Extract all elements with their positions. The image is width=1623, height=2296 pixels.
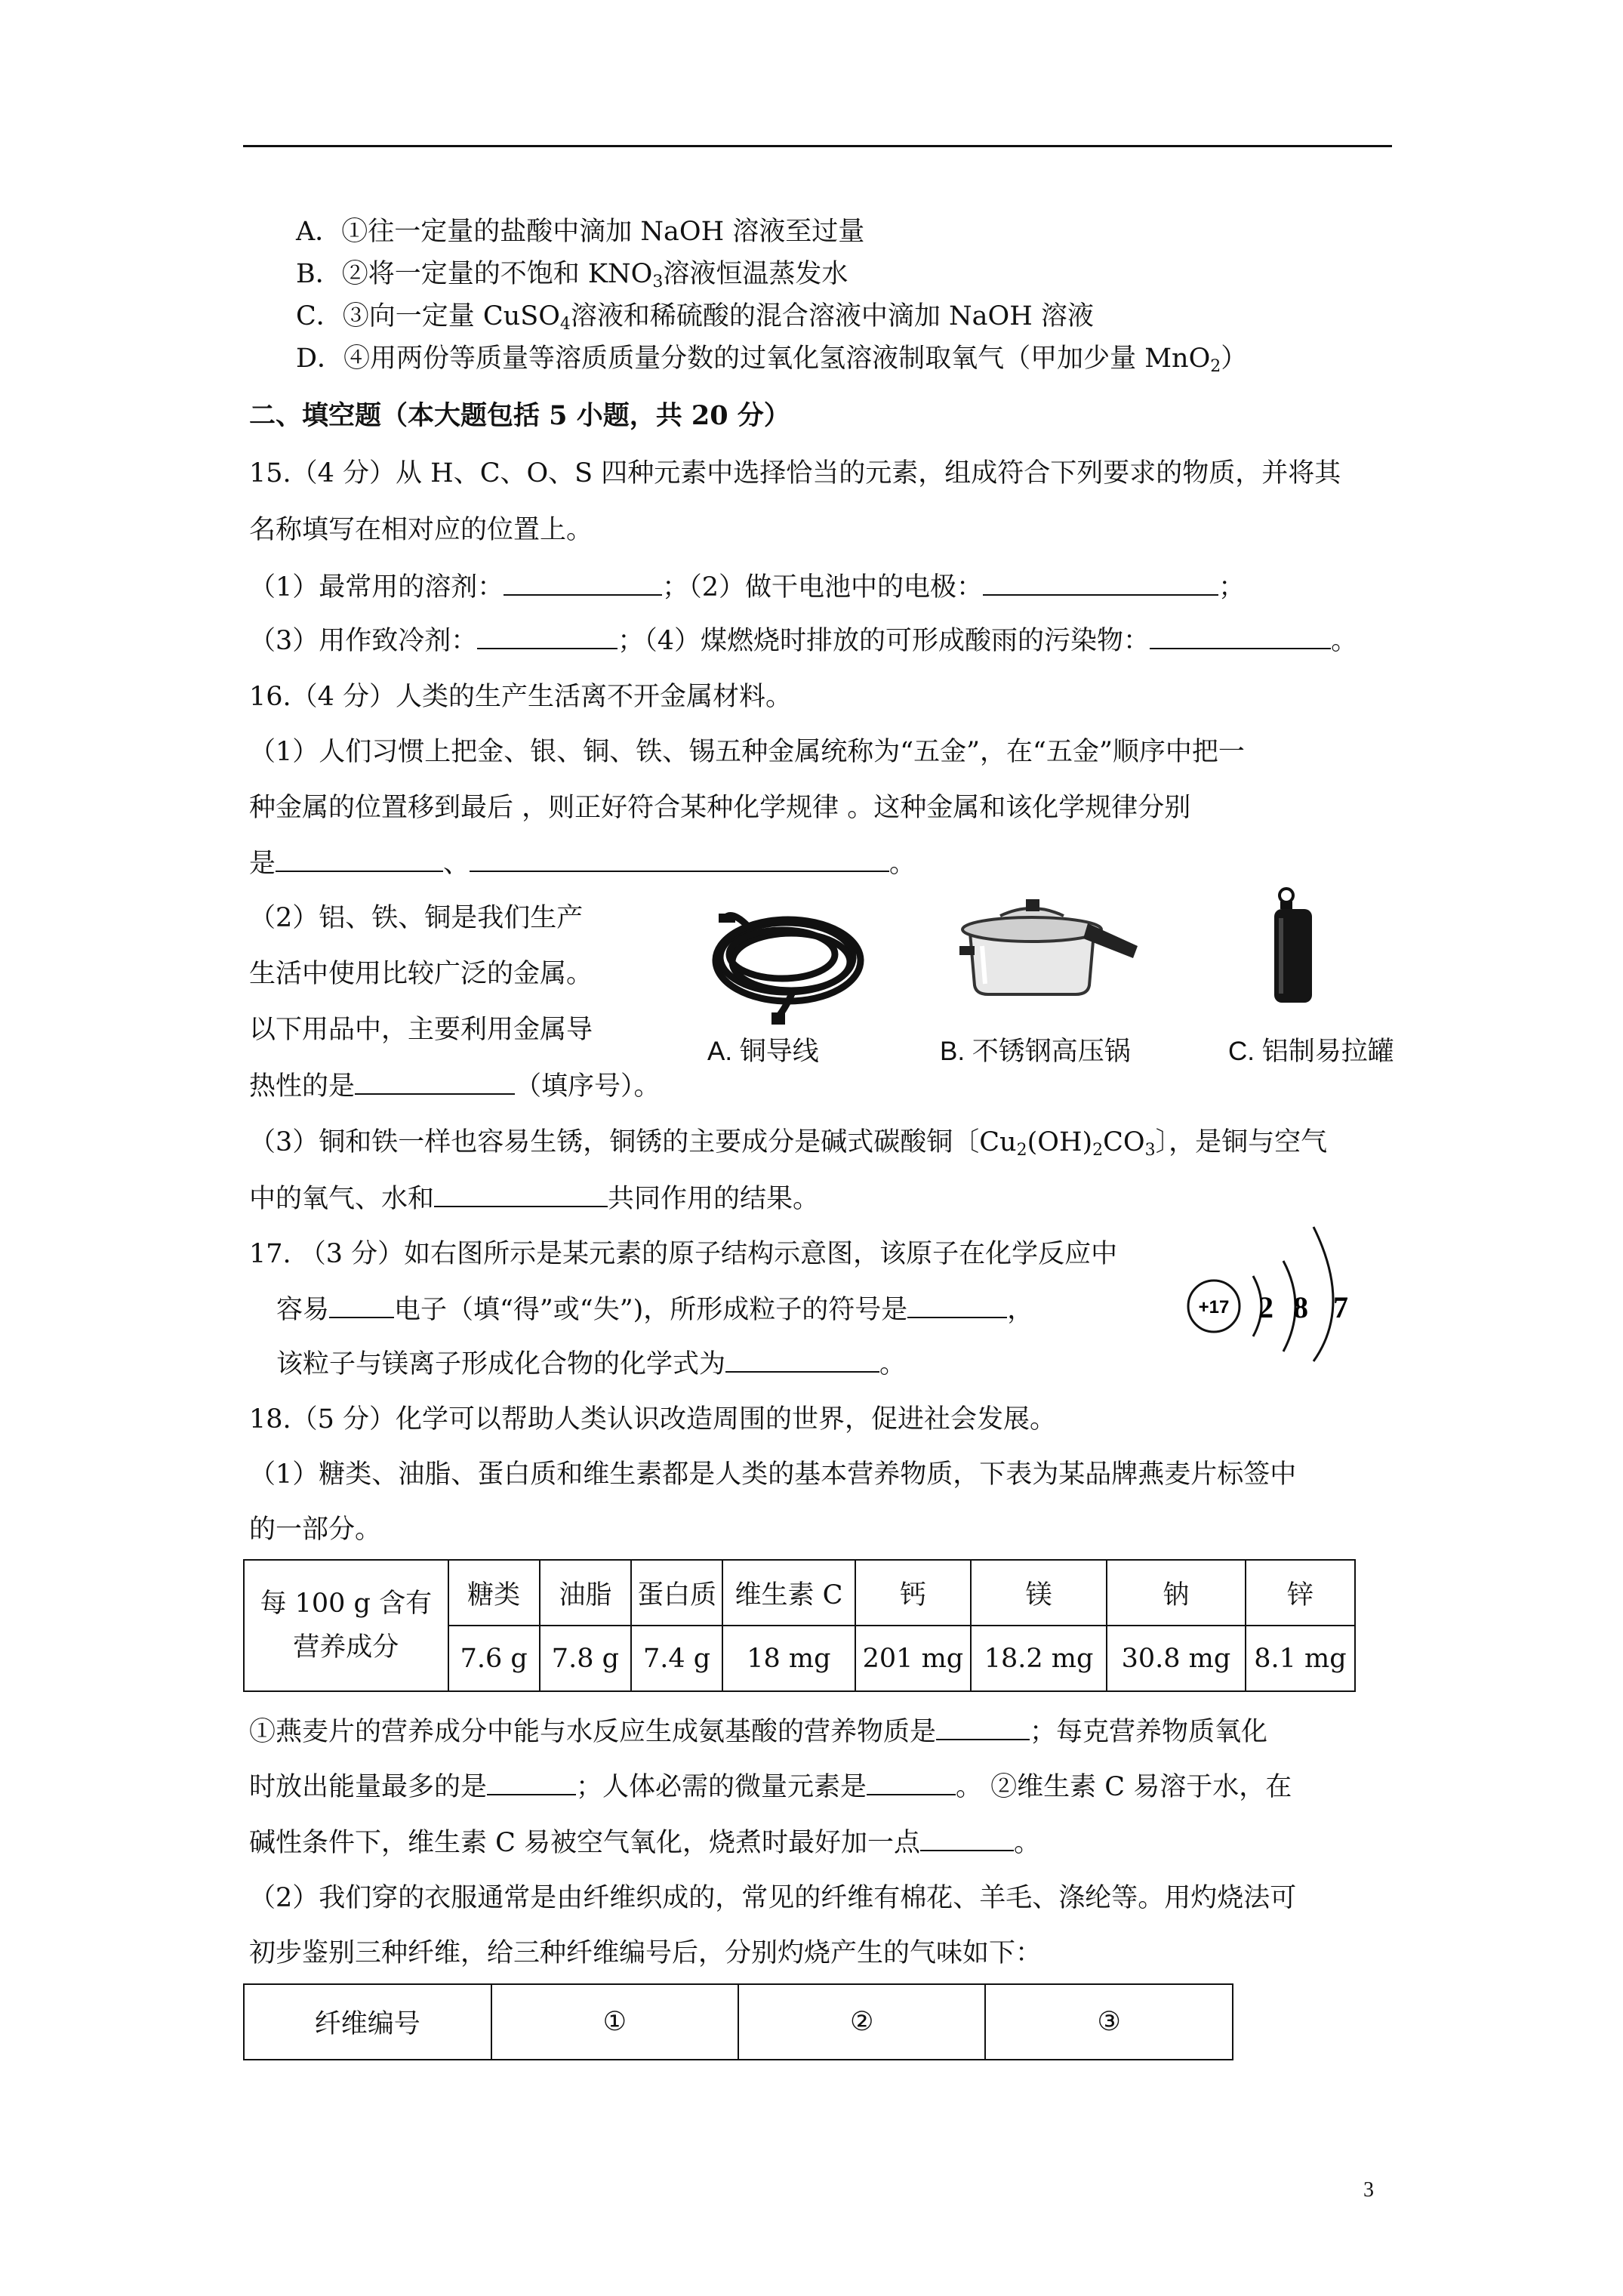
nutrient-name: 蛋白质 (631, 1560, 722, 1626)
q18-sub1-line3: 碱性条件下，维生素 C 易被空气氧化，烧煮时最好加一点 。 (249, 1828, 1041, 1858)
nutrient-amount: 201 mg (855, 1626, 972, 1691)
nutrient-amount: 7.6 g (448, 1626, 540, 1691)
answer-blank[interactable] (329, 1294, 394, 1318)
shell-2-electrons: 8 (1293, 1290, 1308, 1324)
q16-part1-line1: （1）人们习惯上把金、银、铜、铁、锡五种金属统称为“五金”，在“五金”顺序中把一 (249, 737, 1245, 767)
nutrition-table (243, 1559, 1356, 1692)
option-d: D．④用两份等质量等溶质质量分数的过氧化氢溶液制取氧气（甲加少量 MnO$_2$） (296, 344, 1248, 376)
nucleus-charge: +17 (1198, 1297, 1230, 1318)
answer-blank[interactable] (487, 1771, 576, 1795)
section-heading: 二、填空题（本大题包括 5 小题，共 20 分） (249, 400, 790, 431)
nutrient-amount: 7.8 g (540, 1626, 631, 1691)
answer-blank[interactable] (276, 848, 443, 872)
q18-part1-line1: （1）糖类、油脂、蛋白质和维生素都是人类的基本营养物质，下表为某品牌燕麦片标签中 (249, 1459, 1297, 1490)
answer-blank[interactable] (983, 572, 1218, 596)
q18-stem: 18.（5 分）化学可以帮助人类认识改造周围的世界，促进社会发展。 (249, 1404, 1057, 1435)
q16-part2-line1: （2）铝、铁、铜是我们生产 (249, 903, 584, 933)
q16-part2-line3: 以下用品中，主要利用金属导 (249, 1015, 593, 1045)
page-number: 3 (1363, 2178, 1374, 2202)
nutrient-name: 镁 (971, 1560, 1107, 1626)
nutrient-amount: 7.4 g (631, 1626, 722, 1691)
fiber-number: ① (491, 1984, 738, 2060)
shell-3-electrons: 7 (1333, 1290, 1348, 1324)
q18-part2-line2: 初步鉴别三种纤维，给三种纤维编号后，分别灼烧产生的气味如下： (249, 1938, 1042, 1968)
answer-blank[interactable] (907, 1294, 1007, 1318)
nutrient-amount: 30.8 mg (1107, 1626, 1246, 1691)
answer-blank[interactable] (504, 572, 662, 596)
q16-part3-line1: （3）铜和铁一样也容易生锈，铜锈的主要成分是碱式碳酸铜〔$Cu_2(OH)_2CO_3$〕，是铜与空气 (249, 1127, 1328, 1160)
header-rule (243, 145, 1392, 147)
q15-part-1-2: （1）最常用的溶剂： ；（2）做干电池中的电极： ； (249, 572, 1246, 603)
nutrient-name: 钠 (1107, 1560, 1246, 1626)
answer-blank[interactable] (867, 1771, 956, 1795)
answer-blank[interactable] (936, 1716, 1030, 1740)
q16-part1-line2: 种金属的位置移到最后 ，则正好符合某种化学规律 。这种金属和该化学规律分别 (249, 793, 1191, 823)
nutrient-name: 锌 (1246, 1560, 1355, 1626)
nutrient-name: 维生素 C (722, 1560, 855, 1626)
shell-1-electrons: 2 (1258, 1290, 1273, 1324)
option-c: C．③向一定量 CuSO$_4$溶液和稀硫酸的混合溶液中滴加 NaOH 溶液 (296, 301, 1094, 334)
fiber-number: ② (738, 1984, 985, 2060)
answer-blank[interactable] (920, 1827, 1014, 1851)
nutrient-amount: 18 mg (722, 1626, 855, 1691)
q18-sub1-line1: ①燕麦片的营养成分中能与水反应生成氨基酸的营养物质是 ；每克营养物质氧化 (249, 1717, 1268, 1747)
nutrient-name: 钙 (855, 1560, 972, 1626)
answer-blank[interactable] (477, 625, 617, 649)
fiber-table (243, 1983, 1233, 2060)
fiber-number: ③ (985, 1984, 1233, 2060)
q15-stem-line1: 15.（4 分）从 H、C、O、S 四种元素中选择恰当的元素，组成符合下列要求的物质，并将其 (249, 458, 1341, 488)
q17-stem-line2: 容易 电子（填“得”或“失”)，所形成粒子的符号是 ， (276, 1295, 1034, 1325)
nutrient-amount: 8.1 mg (1246, 1626, 1355, 1691)
answer-blank[interactable] (355, 1071, 515, 1095)
q17-stem-line1: 17. （3 分）如右图所示是某元素的原子结构示意图，该原子在化学反应中 (249, 1239, 1118, 1269)
copper-wire-image (702, 895, 876, 1028)
nutrient-name: 油脂 (540, 1560, 631, 1626)
nutrient-name: 糖类 (448, 1560, 540, 1626)
q15-stem-line2: 名称填写在相对应的位置上。 (249, 515, 593, 545)
caption-aluminum-can: C. 铝制易拉罐 (1228, 1037, 1394, 1066)
q17-stem-line3: 该粒子与镁离子形成化合物的化学式为 。 (276, 1349, 907, 1379)
aluminum-can-image (1264, 885, 1324, 1006)
option-a: A．①往一定量的盐酸中滴加 NaOH 溶液至过量 (296, 217, 865, 247)
q18-part2-line1: （2）我们穿的衣服通常是由纤维织成的，常见的纤维有棉花、羊毛、涤纶等。用灼烧法可 (249, 1883, 1297, 1913)
q18-sub1-line2: 时放出能量最多的是 ；人体必需的微量元素是 。 ②维生素 C 易溶于水，在 (249, 1772, 1292, 1802)
option-b: B．②将一定量的不饱和 $KNO_3$溶液恒温蒸发水 (296, 259, 848, 291)
nutrient-amount: 18.2 mg (971, 1626, 1107, 1691)
q16-part2-line2: 生活中使用比较广泛的金属。 (249, 959, 593, 989)
q16-part2-line4: 热性的是 （填序号）。 (249, 1071, 661, 1102)
pressure-cooker-image (955, 893, 1144, 999)
fiber-table-header: 纤维编号 (244, 1984, 491, 2060)
answer-blank[interactable] (434, 1183, 608, 1207)
answer-blank[interactable] (725, 1348, 879, 1373)
electron-shell-3 (1313, 1227, 1333, 1361)
q16-part1-line3: 是 、 。 (249, 849, 916, 879)
answer-blank[interactable] (1150, 625, 1331, 649)
q16-part3-line2: 中的氧气、水和 共同作用的结果。 (249, 1184, 820, 1214)
nutrition-table-header: 每 100 g 含有 营养成分 (244, 1560, 448, 1691)
atomic-structure-diagram (1178, 1212, 1374, 1363)
caption-pressure-cooker: B. 不锈钢高压锅 (940, 1037, 1131, 1066)
q18-part1-line2: 的一部分。 (249, 1515, 382, 1545)
q15-part-3-4: （3）用作致冷剂： ；（4）煤燃烧时排放的可形成酸雨的污染物： 。 (249, 626, 1358, 656)
answer-blank[interactable] (470, 848, 889, 872)
q16-stem: 16.（4 分）人类的生产生活离不开金属材料。 (249, 682, 793, 712)
caption-copper-wire: A. 铜导线 (707, 1037, 819, 1066)
